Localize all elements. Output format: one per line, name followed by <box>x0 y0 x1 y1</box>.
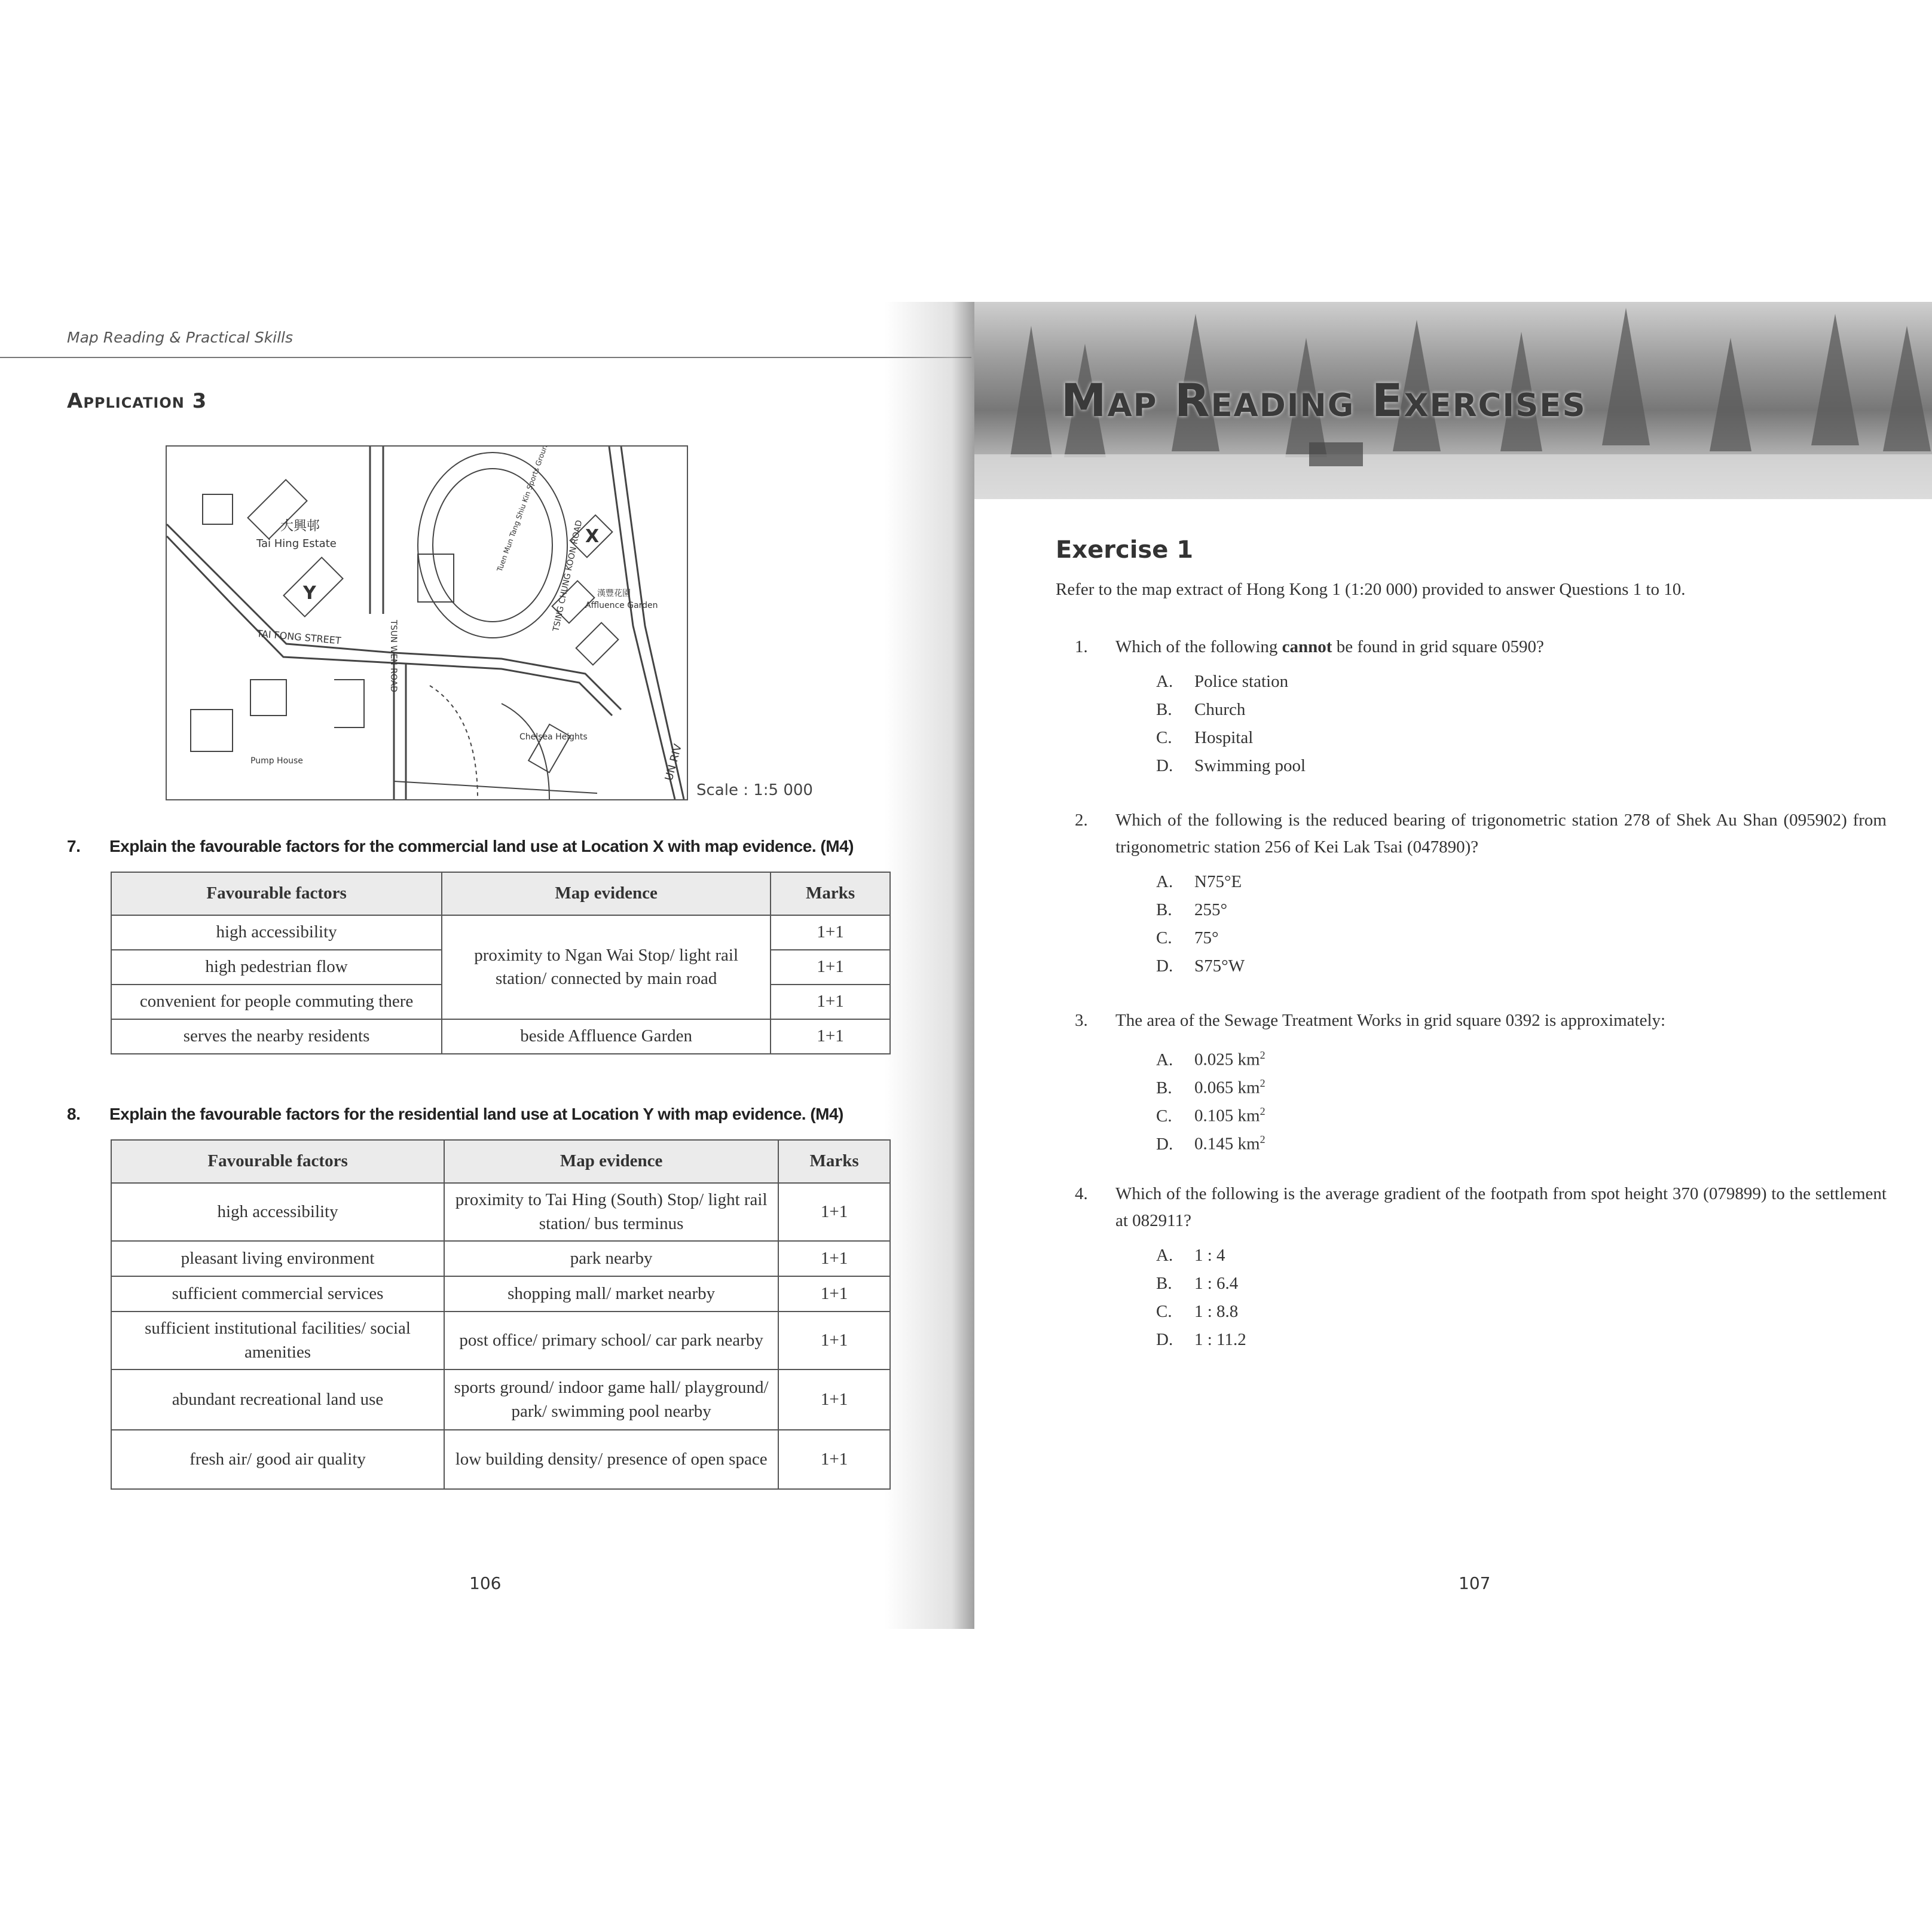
map-scale: Scale : 1:5 000 <box>696 781 813 799</box>
option-letter: C. <box>1156 1301 1172 1321</box>
map-label-pump: Pump House <box>250 756 303 766</box>
banner-title: Map Reading Exercises <box>1061 374 1586 427</box>
q8-factor-4: sufficient institutional facilities/ social amenities <box>111 1312 444 1369</box>
map-building <box>576 623 619 665</box>
question-1-text <box>1115 634 1887 661</box>
map-extract <box>166 445 688 800</box>
q8-header-factors: Favourable factors <box>111 1140 444 1183</box>
q8-header-marks: Marks <box>778 1140 890 1183</box>
option-letter: B. <box>1156 1078 1172 1098</box>
title-banner <box>974 302 1932 499</box>
table-row <box>111 1019 890 1054</box>
map-park-path <box>430 686 478 799</box>
question-1-options <box>1156 668 1887 780</box>
option-a[interactable] <box>1156 868 1887 896</box>
question-2 <box>1056 807 1887 980</box>
option-letter: C. <box>1156 727 1172 747</box>
option-letter: D. <box>1156 956 1173 976</box>
q8-marks-6: 1+1 <box>778 1430 890 1489</box>
q8-factor-1: high accessibility <box>111 1183 444 1241</box>
q8-marks-1: 1+1 <box>778 1183 890 1241</box>
option-letter: A. <box>1156 1245 1173 1265</box>
option-text: 0.105 km <box>1194 1106 1260 1126</box>
question-4-options <box>1156 1242 1887 1354</box>
question-1-number: 1. <box>1075 637 1088 656</box>
option-letter: C. <box>1156 1106 1172 1126</box>
q7-factor-2: high pedestrian flow <box>111 950 442 985</box>
q7-table-header-row <box>111 872 890 915</box>
q7-marks-3: 1+1 <box>771 985 890 1019</box>
question-1 <box>1056 634 1887 780</box>
option-c[interactable] <box>1156 1298 1887 1326</box>
question-1-text-start: Which of the following <box>1115 637 1282 656</box>
option-text: 0.145 km <box>1194 1134 1260 1154</box>
option-b[interactable] <box>1156 696 1887 724</box>
option-text: 1 : 6.4 <box>1194 1273 1239 1293</box>
map-label-garden-cn: 漢豐花園 <box>597 589 631 598</box>
q7-evidence-4: beside Affluence Garden <box>442 1019 771 1054</box>
option-c[interactable] <box>1156 1098 1887 1126</box>
question-3-options <box>1156 1041 1887 1154</box>
book-spread <box>0 302 1932 1629</box>
q8-factor-6: fresh air/ good air quality <box>111 1430 444 1489</box>
table-row <box>111 1430 890 1489</box>
table-row <box>111 1241 890 1276</box>
option-text: 1 : 11.2 <box>1194 1329 1246 1349</box>
q8-table <box>111 1139 891 1490</box>
map-marker-y: Y <box>303 583 316 604</box>
map-label-sports: Tuen Mun Tang Shiu Kin Sports Ground <box>495 447 551 573</box>
option-a[interactable] <box>1156 1041 1887 1069</box>
map-building <box>334 680 364 727</box>
map-road-bottom <box>394 781 597 793</box>
q8-evidence-1: proximity to Tai Hing (South) Stop/ light rail station/ bus terminus <box>444 1183 778 1241</box>
option-a[interactable] <box>1156 1242 1887 1270</box>
q8-header-evidence: Map evidence <box>444 1140 778 1183</box>
table-row <box>111 915 890 950</box>
option-letter: C. <box>1156 928 1172 947</box>
option-d[interactable] <box>1156 1126 1887 1154</box>
q8-table-header-row <box>111 1140 890 1183</box>
q7-evidence-merged: proximity to Ngan Wai Stop/ light rail station/ connected by main road <box>442 915 771 1019</box>
question-4-number: 4. <box>1075 1184 1088 1203</box>
exercise-title: Exercise 1 <box>1056 536 1194 564</box>
map-building <box>203 494 233 524</box>
q8-evidence-2: park nearby <box>444 1241 778 1276</box>
question-2-text: Which of the following is the reduced bearing of trigonometric station 278 of Shek Au Shan (095902) from trigonometric station 256 of Kei Lak Tsai (047890)? <box>1115 811 1887 857</box>
q7-marks-2: 1+1 <box>771 950 890 985</box>
option-letter: D. <box>1156 756 1173 775</box>
question-3 <box>1056 1007 1887 1154</box>
map-building <box>191 710 233 751</box>
table-row <box>111 1369 890 1430</box>
q8-marks-2: 1+1 <box>778 1241 890 1276</box>
question-2-options <box>1156 868 1887 980</box>
table-row <box>111 1276 890 1312</box>
option-unit-superscript: 2 <box>1260 1105 1265 1117</box>
option-unit-superscript: 2 <box>1260 1133 1265 1145</box>
option-text: Hospital <box>1194 727 1254 747</box>
option-d[interactable] <box>1156 1326 1887 1354</box>
q8-marks-4: 1+1 <box>778 1312 890 1369</box>
map-label-river: UN RIV <box>662 742 685 782</box>
running-head: Map Reading & Practical Skills <box>67 329 294 346</box>
question-8-text: Explain the favourable factors for the residential land use at Location Y with map evidence. (M4) <box>109 1105 843 1123</box>
map-sports-ground-inner <box>433 469 552 622</box>
left-page <box>0 302 968 1629</box>
q7-header-evidence: Map evidence <box>442 872 771 915</box>
option-a[interactable] <box>1156 668 1887 696</box>
option-text: S75°W <box>1194 956 1245 976</box>
question-3-text: The area of the Sewage Treatment Works in grid square 0392 is approximately: <box>1115 1011 1666 1030</box>
table-row <box>111 1312 890 1369</box>
question-1-emphasis: cannot <box>1282 637 1332 656</box>
q7-factor-1: high accessibility <box>111 915 442 950</box>
option-text: 1 : 8.8 <box>1194 1301 1239 1321</box>
q8-marks-3: 1+1 <box>778 1276 890 1312</box>
question-7-number: 7. <box>67 837 81 855</box>
q7-header-factors: Favourable factors <box>111 872 442 915</box>
q8-factor-2: pleasant living environment <box>111 1241 444 1276</box>
map-label-garden-en: Affluence Garden <box>585 601 658 610</box>
question-7-text: Explain the favourable factors for the commercial land use at Location X with map evidence. (M4) <box>109 837 854 855</box>
map-label-estate-en: Tai Hing Estate <box>256 537 337 550</box>
exercise-intro: Refer to the map extract of Hong Kong 1 (1:20 000) provided to answer Questions 1 to 10. <box>1056 580 1686 599</box>
question-3-number: 3. <box>1075 1011 1088 1030</box>
question-8-number: 8. <box>67 1105 81 1123</box>
map-building <box>528 724 570 773</box>
page-number-right: 107 <box>1459 1573 1491 1593</box>
option-letter: B. <box>1156 1273 1172 1293</box>
option-b[interactable] <box>1156 896 1887 924</box>
question-4 <box>1056 1181 1887 1354</box>
question-4-text: Which of the following is the average gradient of the footpath from spot height 370 (079899) to the settlement at 082911? <box>1115 1184 1887 1230</box>
option-c[interactable] <box>1156 724 1887 752</box>
option-text: 75° <box>1194 928 1219 947</box>
map-label-road1: TSING CHUNG KOON ROAD <box>551 519 585 632</box>
option-letter: A. <box>1156 872 1173 891</box>
q7-factor-3: convenient for people commuting there <box>111 985 442 1019</box>
map-drawing <box>167 447 687 799</box>
option-letter: A. <box>1156 671 1173 691</box>
map-label-estate-cn: 大興邨 <box>280 519 320 534</box>
map-label-street: TAI FONG STREET <box>256 628 342 647</box>
map-label-heights: Chelsea Heights <box>519 732 588 742</box>
q8-factor-5: abundant recreational land use <box>111 1369 444 1430</box>
map-rail <box>609 447 675 799</box>
map-building <box>250 680 286 716</box>
gutter-shadow <box>885 302 974 1629</box>
question-2-number: 2. <box>1075 811 1088 830</box>
option-letter: D. <box>1156 1329 1173 1349</box>
option-d[interactable] <box>1156 752 1887 780</box>
q7-table <box>111 872 891 1054</box>
map-label-road2: TSUN WEN ROAD <box>389 620 398 693</box>
option-c[interactable] <box>1156 924 1887 952</box>
header-rule <box>0 357 971 358</box>
option-text: Church <box>1194 699 1246 719</box>
option-text: Police station <box>1194 671 1289 691</box>
q7-header-marks: Marks <box>771 872 890 915</box>
option-text: 255° <box>1194 900 1228 919</box>
option-text: Swimming pool <box>1194 756 1306 775</box>
option-b[interactable] <box>1156 1069 1887 1098</box>
q8-evidence-4: post office/ primary school/ car park nearby <box>444 1312 778 1369</box>
q8-factor-3: sufficient commercial services <box>111 1276 444 1312</box>
option-b[interactable] <box>1156 1270 1887 1298</box>
option-text: 0.065 km <box>1194 1078 1260 1098</box>
section-title: Application 3 <box>67 389 207 413</box>
option-letter: A. <box>1156 1050 1173 1069</box>
page-number-left: 106 <box>469 1573 502 1593</box>
option-unit-superscript: 2 <box>1260 1077 1265 1089</box>
option-text: 1 : 4 <box>1194 1245 1225 1265</box>
option-text: 0.025 km <box>1194 1050 1260 1069</box>
table-row <box>111 1183 890 1241</box>
option-letter: B. <box>1156 900 1172 919</box>
map-marker-x: X <box>585 526 600 547</box>
option-d[interactable] <box>1156 952 1887 980</box>
option-text: N75°E <box>1194 872 1242 891</box>
right-page <box>974 302 1932 1629</box>
map-sports-ground <box>418 453 567 638</box>
option-letter: B. <box>1156 699 1172 719</box>
q8-marks-5: 1+1 <box>778 1369 890 1430</box>
option-letter: D. <box>1156 1134 1173 1154</box>
q7-factor-4: serves the nearby residents <box>111 1019 442 1054</box>
q8-evidence-5: sports ground/ indoor game hall/ playground/ park/ swimming pool nearby <box>444 1369 778 1430</box>
map-park-path-2 <box>502 704 549 799</box>
question-1-text-end: be found in grid square 0590? <box>1332 637 1544 656</box>
q8-evidence-3: shopping mall/ market nearby <box>444 1276 778 1312</box>
q7-marks-1: 1+1 <box>771 915 890 950</box>
q7-marks-4: 1+1 <box>771 1019 890 1054</box>
q8-evidence-6: low building density/ presence of open space <box>444 1430 778 1489</box>
option-unit-superscript: 2 <box>1260 1048 1265 1061</box>
